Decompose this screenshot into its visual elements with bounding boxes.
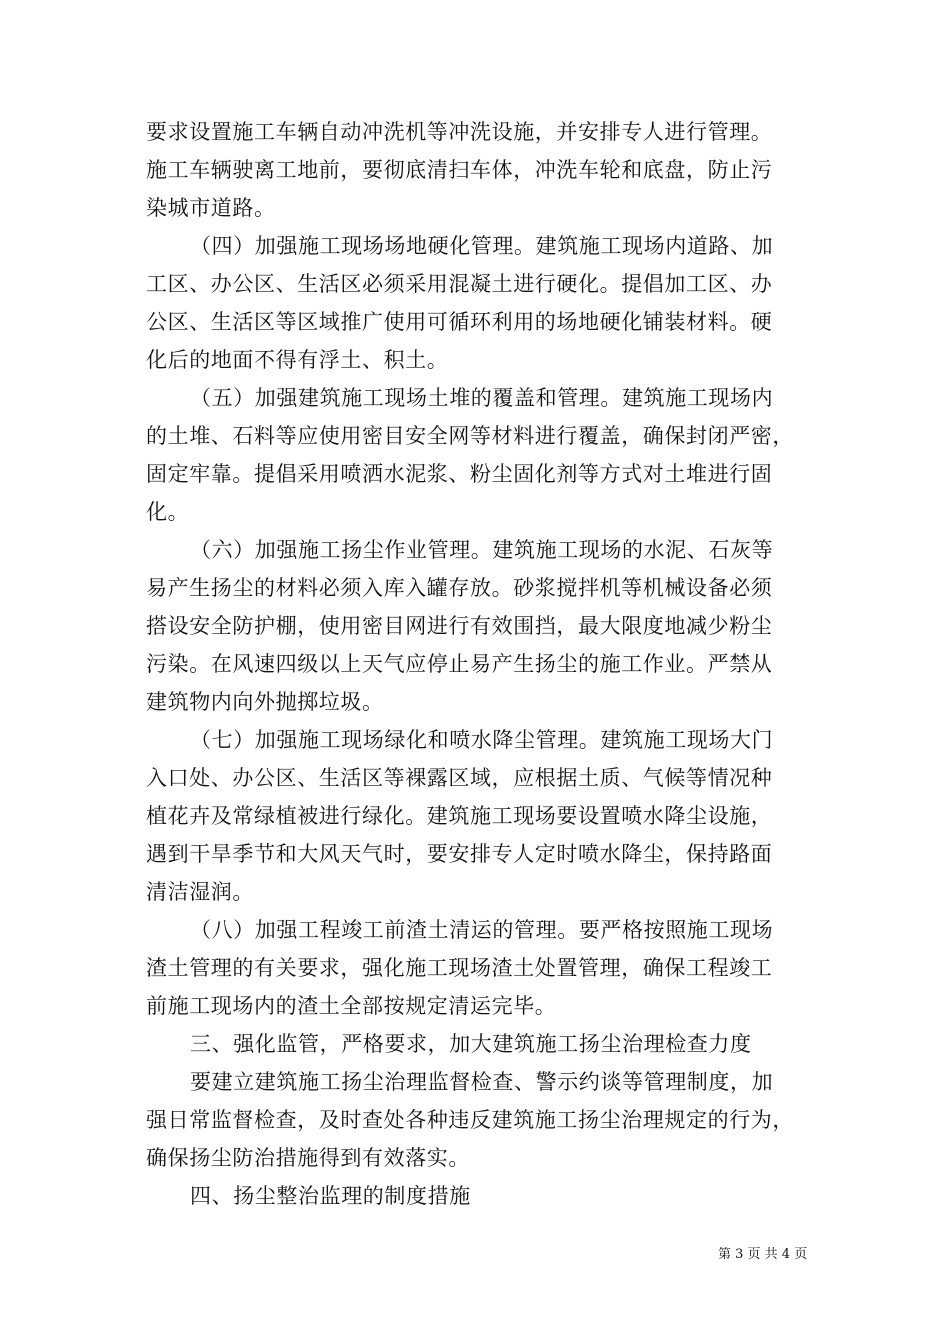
section-heading-3: 三、强化监管，严格要求，加大建筑施工扬尘治理检查力度 [190, 1032, 752, 1056]
paragraph-4-start: （四）加强施工现场场地硬化管理。建筑施工现场内道路、加 [190, 234, 774, 258]
text-line: 植花卉及常绿植被进行绿化。建筑施工现场要设置喷水降尘设施， [146, 804, 773, 828]
text-line: 渣土管理的有关要求，强化施工现场渣土处置管理，确保工程竣工 [146, 956, 773, 980]
text-line: 化后的地面不得有浮土、积土。 [146, 348, 449, 372]
text-line: 建筑物内向外抛掷垃圾。 [146, 690, 384, 714]
text-line: 施工车辆驶离工地前，要彻底清扫车体，冲洗车轮和底盘，防止污 [146, 158, 773, 182]
text-line: 化。 [146, 500, 190, 524]
text-line: 固定牢靠。提倡采用喷洒水泥浆、粉尘固化剂等方式对土堆进行固 [146, 462, 773, 486]
paragraph-7-start: （七）加强施工现场绿化和喷水降尘管理。建筑施工现场大门 [190, 728, 774, 752]
paragraph-5-start: （五）加强建筑施工现场土堆的覆盖和管理。建筑施工现场内 [190, 386, 774, 410]
paragraph-section-3-start: 要建立建筑施工扬尘治理监督检查、警示约谈等管理制度，加 [190, 1070, 774, 1094]
section-heading-4: 四、扬尘整治监理的制度措施 [190, 1184, 471, 1208]
text-line: 前施工现场内的渣土全部按规定清运完毕。 [146, 994, 557, 1018]
paragraph-8-start: （八）加强工程竣工前渣土清运的管理。要严格按照施工现场 [190, 918, 774, 942]
text-line: 污染。在风速四级以上天气应停止易产生扬尘的施工作业。严禁从 [146, 652, 773, 676]
text-line: 遇到干旱季节和大风天气时，要安排专人定时喷水降尘，保持路面 [146, 842, 773, 866]
text-line: 的土堆、石料等应使用密目安全网等材料进行覆盖，确保封闭严密， [146, 424, 794, 448]
text-line: 入口处、办公区、生活区等裸露区域，应根据土质、气候等情况种 [146, 766, 773, 790]
text-line: 要求设置施工车辆自动冲洗机等冲洗设施，并安排专人进行管理。 [146, 120, 773, 144]
text-line: 搭设安全防护棚，使用密目网进行有效围挡，最大限度地减少粉尘 [146, 614, 773, 638]
text-line: 公区、生活区等区域推广使用可循环利用的场地硬化铺装材料。硬 [146, 310, 773, 334]
page-number: 第 3 页 共 4 页 [718, 1247, 808, 1262]
text-line: 确保扬尘防治措施得到有效落实。 [146, 1146, 470, 1170]
paragraph-6-start: （六）加强施工扬尘作业管理。建筑施工现场的水泥、石灰等 [190, 538, 774, 562]
text-line: 清洁湿润。 [146, 880, 254, 904]
text-line: 易产生扬尘的材料必须入库入罐存放。砂浆搅拌机等机械设备必须 [146, 576, 773, 600]
text-line: 强日常监督检查，及时查处各种违反建筑施工扬尘治理规定的行为， [146, 1108, 794, 1132]
text-line: 染城市道路。 [146, 196, 276, 220]
text-line: 工区、办公区、生活区必须采用混凝土进行硬化。提倡加工区、办 [146, 272, 773, 296]
